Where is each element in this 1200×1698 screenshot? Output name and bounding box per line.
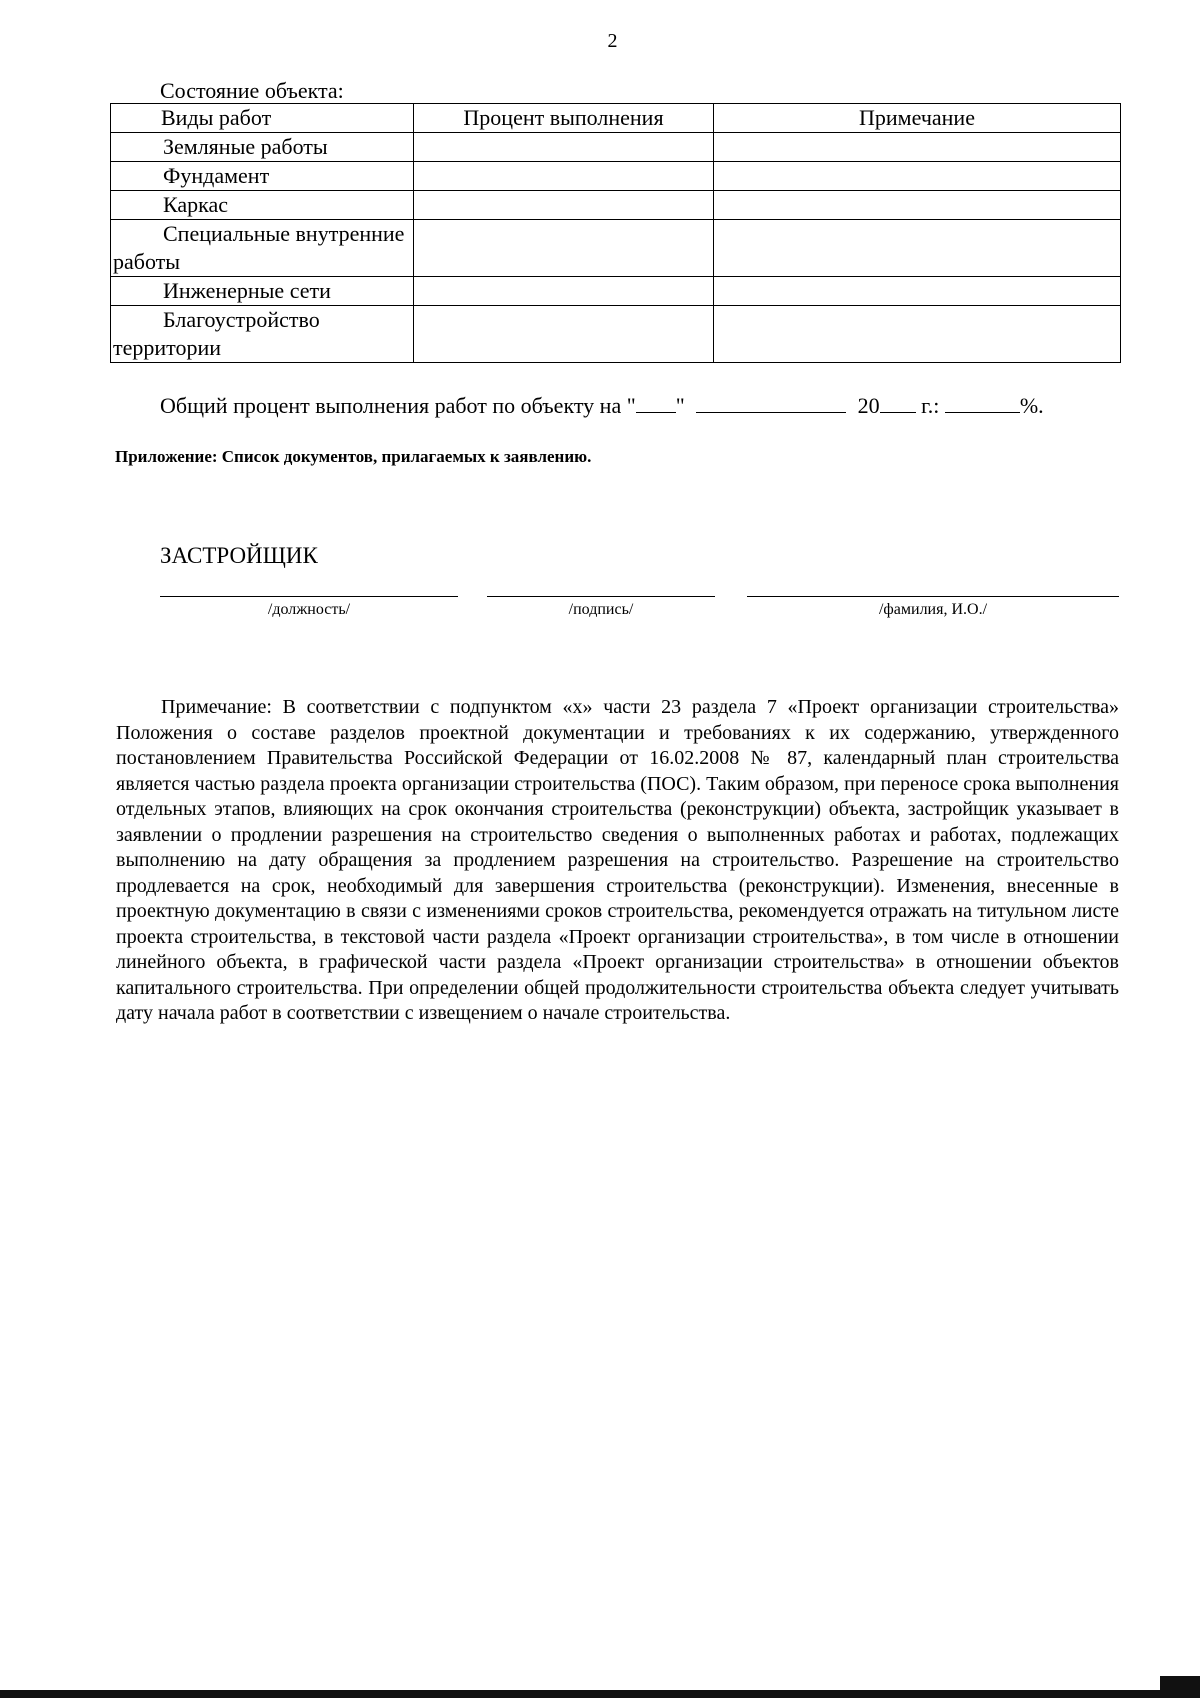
quote-close: " [675, 393, 685, 418]
percent-sign: %. [1019, 393, 1044, 418]
overall-text: Общий процент выполнения работ по объекту на " [160, 393, 636, 418]
year-prefix: 20 [857, 393, 880, 418]
year-suffix: г.: [921, 393, 940, 418]
page-number: 2 [607, 30, 618, 52]
note-cell[interactable] [714, 133, 1121, 162]
position-line[interactable] [160, 596, 458, 597]
header-percent: Процент выполнения [414, 104, 714, 133]
work-kind-cell: Каркас [111, 191, 414, 220]
percent-cell[interactable] [414, 133, 714, 162]
header-work-kind: Виды работ [111, 104, 414, 133]
position-caption: /должность/ [267, 601, 351, 618]
note-cell[interactable] [714, 191, 1121, 220]
table-header-row [111, 104, 1121, 133]
percent-cell[interactable] [414, 306, 714, 363]
table-row [111, 306, 1121, 363]
note-cell[interactable] [714, 277, 1121, 306]
work-kind-cell: Фундамент [111, 162, 414, 191]
percent-cell[interactable] [414, 220, 714, 277]
table-row [111, 277, 1121, 306]
header-note: Примечание [714, 104, 1121, 133]
table-row [111, 162, 1121, 191]
table-row [111, 133, 1121, 162]
attachment-heading: Приложение: Список документов, прилагаемых к заявлению. [115, 447, 592, 466]
name-caption: /фамилия, И.О./ [878, 601, 988, 618]
table-row [111, 220, 1121, 277]
developer-label: ЗАСТРОЙЩИК [160, 543, 318, 568]
work-kind-cell: Благоустройство территории [111, 306, 414, 363]
note-cell[interactable] [714, 220, 1121, 277]
work-kind-cell: Специальные внутренние работы [111, 220, 414, 277]
works-status-table [110, 103, 1121, 363]
percent-field[interactable] [945, 392, 1020, 413]
month-field[interactable] [696, 392, 846, 413]
scan-corner-mark [1160, 1676, 1200, 1690]
status-label: Состояние объекта: [160, 78, 344, 103]
name-line[interactable] [747, 596, 1119, 597]
note-cell[interactable] [714, 306, 1121, 363]
percent-cell[interactable] [414, 277, 714, 306]
overall-completion-line [160, 392, 1044, 419]
work-kind-cell: Земляные работы [111, 133, 414, 162]
scan-edge-bar [0, 1690, 1200, 1698]
percent-cell[interactable] [414, 191, 714, 220]
work-kind-cell: Инженерные сети [111, 277, 414, 306]
signature-line[interactable] [487, 596, 715, 597]
signature-caption: /подпись/ [568, 601, 634, 618]
footnote-text: Примечание: В соответствии с подпунктом «х» части 23 раздела 7 «Проект организации строительства» Положения о составе разделов проектной документации и требованиях к их содержанию, утвержденного постановлением Правительства Российской Федерации от 16.02.2008 № 87, календарный план строительства является частью раздела проекта организации строительства (ПОС). Таким образом, при переносе срока выполнения отдельных этапов, влияющих на срок окончания строительства (реконструкции) объекта, застройщик указывает в заявлении о продлении разрешения на строительство сведения о выполненных работах и работах, подлежащих выполнению на дату обращения за продлением разрешения на строительство. Разрешение на строительство продлевается на срок, необходимый для завершения строительства (реконструкции). Изменения, внесенные в проектную документацию в связи с изменениями сроков строительства, рекомендуется отражать на титульном листе проекта строительства, в текстовой части раздела «Проект организации строительства», в том числе в отношении линейного объекта, в графической части раздела «Проект организации строительства» в отношении объектов капитального строительства. При определении общей продолжительности строительства объекта следует учитывать дату начала работ в соответствии с извещением о начале строительства. [116, 696, 1119, 1024]
day-field[interactable] [636, 392, 676, 413]
table-row [111, 191, 1121, 220]
footnote [116, 695, 1119, 1027]
year-field[interactable] [880, 392, 916, 413]
note-cell[interactable] [714, 162, 1121, 191]
percent-cell[interactable] [414, 162, 714, 191]
